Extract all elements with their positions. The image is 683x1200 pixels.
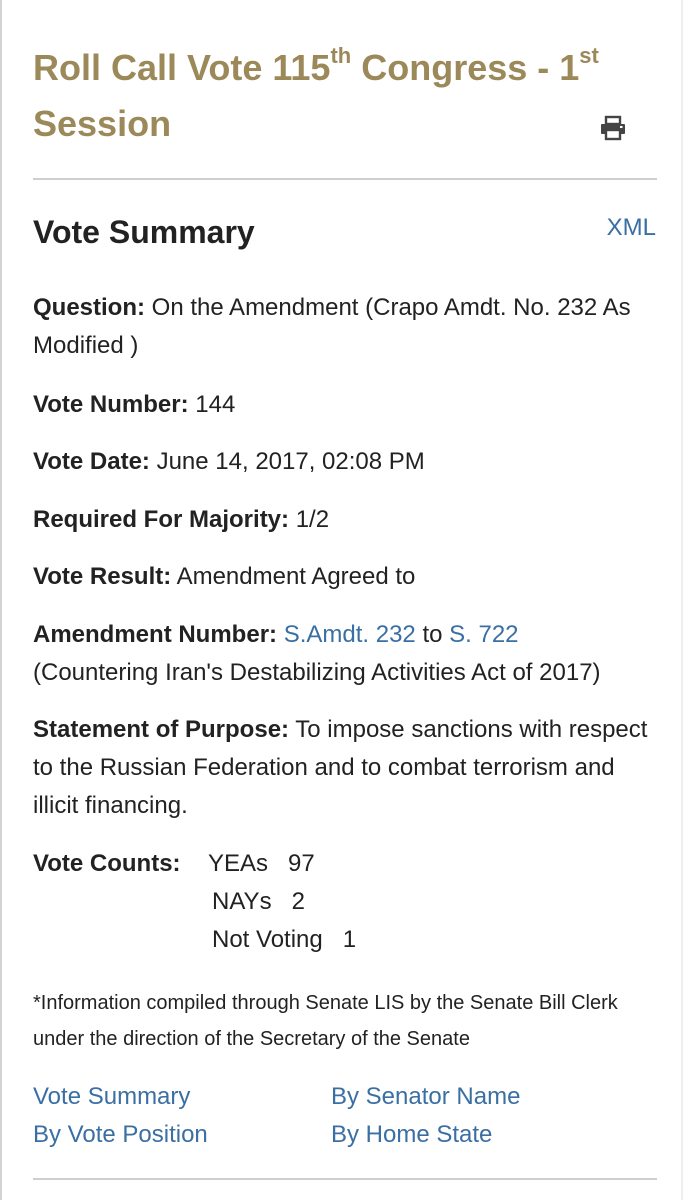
vote-number-value: 144: [188, 391, 236, 418]
title-text-1: Roll Call Vote 115: [33, 47, 331, 88]
page-title: [33, 40, 633, 152]
xml-link[interactable]: XML: [606, 214, 656, 241]
title-text-2: Congress - 1: [351, 47, 580, 88]
vote-date-label: Vote Date:: [33, 448, 150, 475]
title-sup-2: st: [579, 43, 599, 68]
vote-summary-heading: Vote Summary: [33, 214, 255, 250]
required-majority-value: 1/2: [289, 506, 330, 533]
amendment-link[interactable]: S.Amdt. 232: [283, 621, 416, 648]
question-label: Question:: [33, 294, 145, 321]
vote-result-value: Amendment Agreed to: [171, 563, 416, 590]
nav-vote-summary[interactable]: Vote Summary: [33, 1083, 191, 1110]
vote-date-field: [33, 443, 653, 481]
vote-result-label: Vote Result:: [33, 563, 172, 590]
nav-by-vote-position[interactable]: By Vote Position: [33, 1121, 208, 1148]
page-header: [33, 40, 633, 152]
bill-link[interactable]: S. 722: [449, 621, 519, 648]
left-border: [0, 0, 2, 1200]
question-field: [33, 289, 653, 365]
purpose-value: To impose sanctions with respect to the Russian Federation and to combat terrorism and illicit financing.: [33, 716, 648, 819]
nays-value: 2: [291, 888, 305, 915]
question-value: On the Amendment (Crapo Amdt. No. 232 As Modified ): [33, 294, 631, 359]
not-voting-value: 1: [342, 926, 357, 953]
printer-icon[interactable]: [598, 113, 628, 143]
yeas-value: 97: [288, 850, 315, 877]
title-text-3: Session: [33, 103, 172, 144]
footer-divider: [33, 1178, 657, 1180]
vote-number-field: [33, 386, 653, 424]
amendment-number-label: Amendment Number:: [33, 621, 278, 648]
nav-by-home-state[interactable]: By Home State: [331, 1121, 493, 1148]
purpose-field: [33, 711, 653, 825]
yeas-label: YEAs: [208, 850, 269, 877]
amendment-to-text: to: [415, 621, 450, 648]
not-voting-label: Not Voting: [212, 926, 323, 953]
nays-count: [212, 883, 305, 921]
required-majority-label: Required For Majority:: [33, 506, 290, 533]
yeas-count: [208, 845, 315, 883]
header-divider: [33, 178, 657, 180]
bill-title: (Countering Iran's Destabilizing Activities Act of 2017): [33, 659, 601, 686]
required-majority-field: [33, 501, 653, 539]
vote-result-field: [33, 558, 653, 596]
nays-label: NAYs: [212, 888, 272, 915]
not-voting-count: [212, 921, 356, 959]
title-sup-1: th: [330, 43, 352, 68]
vote-counts-label: Vote Counts:: [33, 850, 181, 877]
amendment-number-field: [33, 616, 653, 692]
purpose-label: Statement of Purpose:: [33, 716, 290, 743]
source-note: *Information compiled through Senate LIS by the Senate Bill Clerk under the direction of the Secretary of the Senate: [33, 992, 618, 1050]
nav-by-senator-name[interactable]: By Senator Name: [331, 1083, 521, 1110]
vote-date-value: June 14, 2017, 02:08 PM: [149, 448, 425, 475]
vote-number-label: Vote Number:: [33, 391, 189, 418]
